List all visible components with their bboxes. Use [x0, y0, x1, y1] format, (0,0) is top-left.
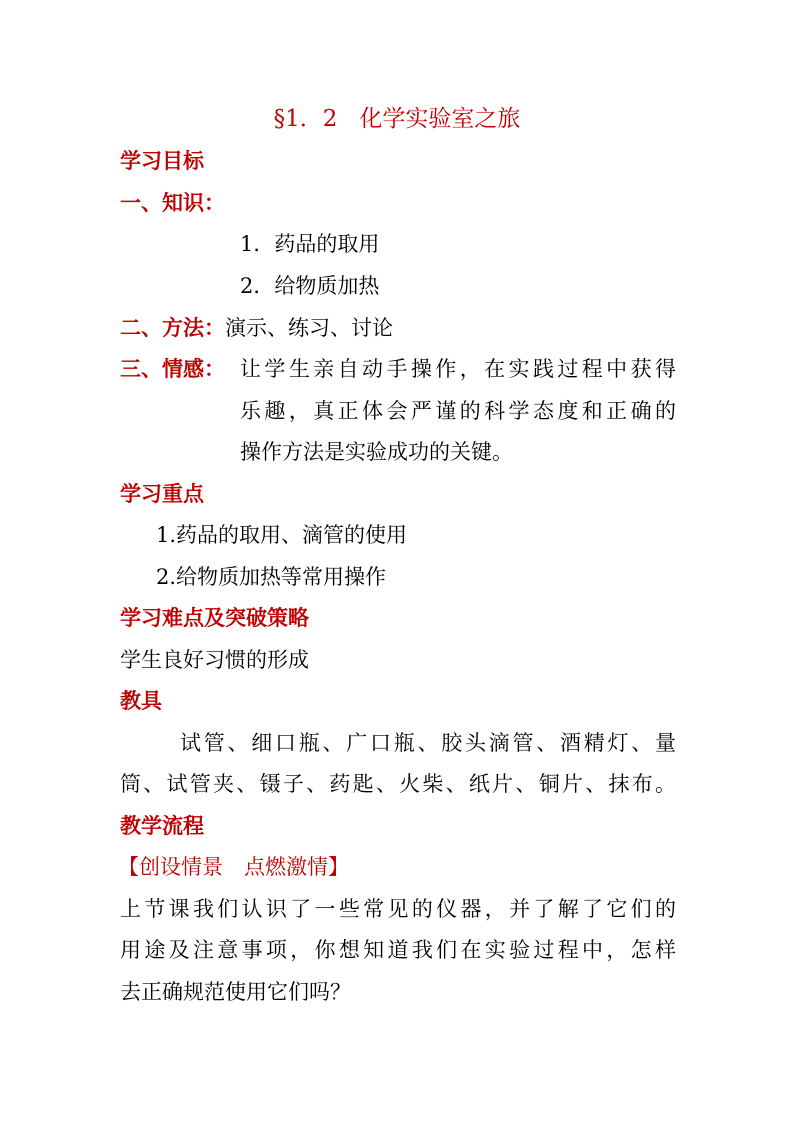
- difficulties-text: 学生良好习惯的形成: [120, 648, 309, 672]
- process-heading: 教学流程: [120, 814, 204, 838]
- emotion-line-2: 乐趣，真正体会严谨的科学态度和正确的: [240, 399, 676, 423]
- method-text: 演示、练习、讨论: [225, 316, 393, 340]
- objectives-heading: 学习目标: [120, 149, 204, 173]
- emotion-line-1: 让学生亲自动手操作，在实践过程中获得: [240, 357, 676, 381]
- key-point-2: 2.给物质加热等常用操作: [156, 565, 387, 589]
- knowledge-item-2: 2．给物质加热: [240, 274, 380, 298]
- page-title: [0, 104, 794, 134]
- tools-heading: 教具: [120, 689, 162, 713]
- key-point-1: 1.药品的取用、滴管的使用: [156, 523, 408, 547]
- process-line-3: 去正确规范使用它们吗？: [120, 980, 351, 1004]
- process-line-1: 上节课我们认识了一些常见的仪器，并了解了它们的: [120, 897, 676, 921]
- method-row: [120, 314, 393, 342]
- tools-line-2: 筒、试管夹、镊子、药匙、火柴、纸片、铜片、抹布。: [120, 772, 676, 796]
- emotion-line-3: 操作方法是实验成功的关键。: [240, 440, 513, 464]
- knowledge-item-1: 1．药品的取用: [240, 232, 380, 256]
- difficulties-heading: 学习难点及突破策略: [120, 606, 309, 630]
- tools-line-1: 试管、细口瓶、广口瓶、胶头滴管、酒精灯、量: [180, 731, 676, 755]
- scene-label: 【创设情景 点燃激情】: [118, 855, 349, 879]
- title-text: 化学实验室之旅: [359, 106, 521, 132]
- process-line-2: 用途及注意事项，你想知道我们在实验过程中，怎样: [120, 938, 676, 962]
- section-number: §1．2: [273, 106, 338, 132]
- knowledge-label: 一、知识：: [120, 191, 225, 215]
- emotion-label: 三、情感：: [120, 357, 225, 381]
- method-label: 二、方法：: [120, 316, 225, 340]
- key-points-heading: 学习重点: [120, 482, 204, 506]
